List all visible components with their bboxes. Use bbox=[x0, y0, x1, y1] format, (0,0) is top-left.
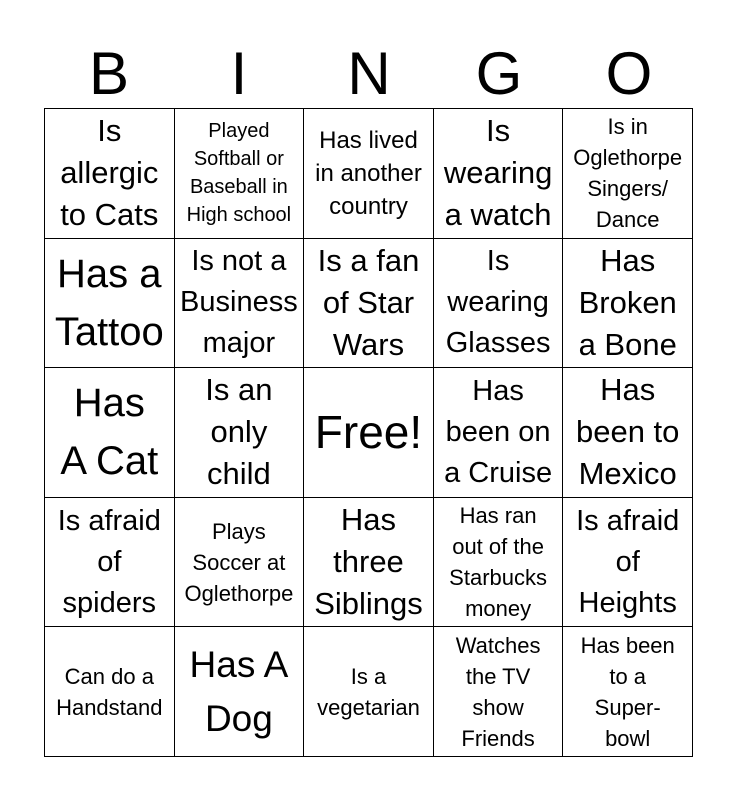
cell-text: Has Broken a Bone bbox=[578, 242, 677, 362]
bingo-cell[interactable] bbox=[175, 239, 305, 369]
cell-text: Has been to Mexico bbox=[575, 372, 680, 492]
cell-text: Is a fan of Star Wars bbox=[317, 242, 420, 362]
bingo-cell[interactable] bbox=[563, 498, 693, 628]
cell-text: Is a vegetarian bbox=[317, 663, 420, 720]
bingo-cell[interactable] bbox=[563, 239, 693, 369]
bingo-cell[interactable] bbox=[434, 239, 564, 369]
cell-text: Has A Dog bbox=[189, 643, 289, 739]
bingo-cell[interactable] bbox=[304, 239, 434, 369]
bingo-cell[interactable] bbox=[175, 627, 305, 757]
cell-text: Is wearing a watch bbox=[443, 113, 553, 233]
cell-text: Is in Oglethorpe Singers/ Dance bbox=[573, 114, 683, 233]
bingo-cell[interactable] bbox=[434, 627, 564, 757]
bingo-cell[interactable] bbox=[45, 627, 175, 757]
bingo-cell[interactable] bbox=[45, 368, 175, 498]
bingo-cell[interactable] bbox=[434, 498, 564, 628]
cell-text: Has a Tattoo bbox=[54, 251, 164, 354]
bingo-header bbox=[44, 40, 694, 108]
cell-text: Is afraid of Heights bbox=[576, 504, 680, 619]
bingo-cell[interactable] bbox=[175, 498, 305, 628]
cell-text: Has A Cat bbox=[60, 381, 159, 484]
header-letter-o: O bbox=[605, 40, 653, 107]
bingo-cell[interactable] bbox=[304, 627, 434, 757]
header-letter-b: B bbox=[88, 40, 130, 107]
bingo-cell[interactable] bbox=[45, 239, 175, 369]
bingo-cell[interactable] bbox=[563, 368, 693, 498]
header-letter-g: G bbox=[475, 40, 523, 107]
cell-text: Plays Soccer at Oglethorpe bbox=[184, 518, 294, 606]
cell-text: Can do a Handstand bbox=[56, 663, 163, 720]
cell-text: Has ran out of the Starbucks money bbox=[449, 503, 547, 622]
cell-text: Has been to a Super- bowl bbox=[580, 632, 675, 751]
cell-text: Is allergic to Cats bbox=[60, 113, 159, 233]
bingo-cell[interactable] bbox=[563, 109, 693, 239]
cell-text: Has three Siblings bbox=[314, 502, 423, 622]
bingo-cell[interactable] bbox=[175, 109, 305, 239]
bingo-cell[interactable] bbox=[434, 109, 564, 239]
free-space[interactable] bbox=[304, 368, 434, 498]
header-letter-i: I bbox=[230, 40, 248, 107]
bingo-grid bbox=[44, 108, 693, 757]
bingo-cell[interactable] bbox=[434, 368, 564, 498]
cell-text: Is wearing Glasses bbox=[445, 245, 551, 360]
cell-text: Played Softball or Baseball in High school bbox=[186, 120, 292, 227]
bingo-cell[interactable] bbox=[563, 627, 693, 757]
cell-text: Has lived in another country bbox=[315, 126, 422, 220]
cell-text: Has been on a Cruise bbox=[444, 374, 553, 489]
bingo-cell[interactable] bbox=[45, 109, 175, 239]
cell-text: Free! bbox=[314, 406, 423, 459]
cell-text: Is an only child bbox=[205, 372, 273, 492]
cell-text: Is afraid of spiders bbox=[57, 504, 161, 619]
cell-text: Is not a Business major bbox=[180, 245, 298, 360]
header-letter-n: N bbox=[347, 40, 391, 107]
bingo-cell[interactable] bbox=[304, 498, 434, 628]
cell-text: Watches the TV show Friends bbox=[455, 632, 541, 751]
bingo-cell[interactable] bbox=[175, 368, 305, 498]
bingo-cell[interactable] bbox=[304, 109, 434, 239]
bingo-cell[interactable] bbox=[45, 498, 175, 628]
